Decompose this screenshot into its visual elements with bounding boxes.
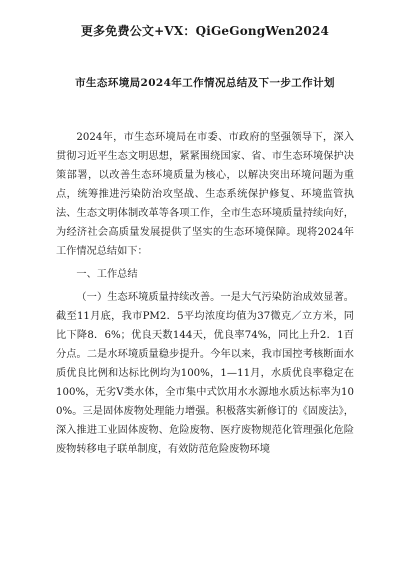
document-title: 市生态环境局2024年工作情况总结及下一步工作计划 <box>75 77 335 89</box>
intro-paragraph: 2024年，市生态环境局在市委、市政府的坚强领导下，深入贯彻习近平生态文明思想，紧紧围绕国家、省、市生态环境保护决策部署，以改善生态环境质量为核心，以解决突出环境问题为重点，统筹推进污染防治攻坚战、生态系统保护修复、环境监管执法、生态文明体制改革等各项工作，全市生态环境质量持续向好，为经济社会高质量发展提供了坚实的生态环境保障。现将2024年工作情况总结如下： <box>56 132 354 257</box>
section-paragraph: （一）生态环境质量持续改善。一是大气污染防治成效显著。截至11月底，我市PM2．5平均浓度均值为37微克／立方米，同比下降8．6%；优良天数144天，优良率74%，同比上升2．1百分点。二是水环境质量稳步提升。今年以来，我市国控考核断面水质优良比例和达标比例均为100%，1—11月，水质优良率稳定在100%，无劣V类水体，全市集中式饮用水水源地水质达标率为100%。三是固体废物处理能力增强。积极落实新修订的《固废法》，深入推进工业固体废物、危险废物、医疗废物规范化管理强化危险废物转移电子联单制度，有效防范危险废物环境 <box>56 292 354 455</box>
promo-banner: 更多免费公文+VX：QiGeGongWen2024 <box>80 24 330 38</box>
section-heading: 一、工作总结 <box>76 269 138 280</box>
